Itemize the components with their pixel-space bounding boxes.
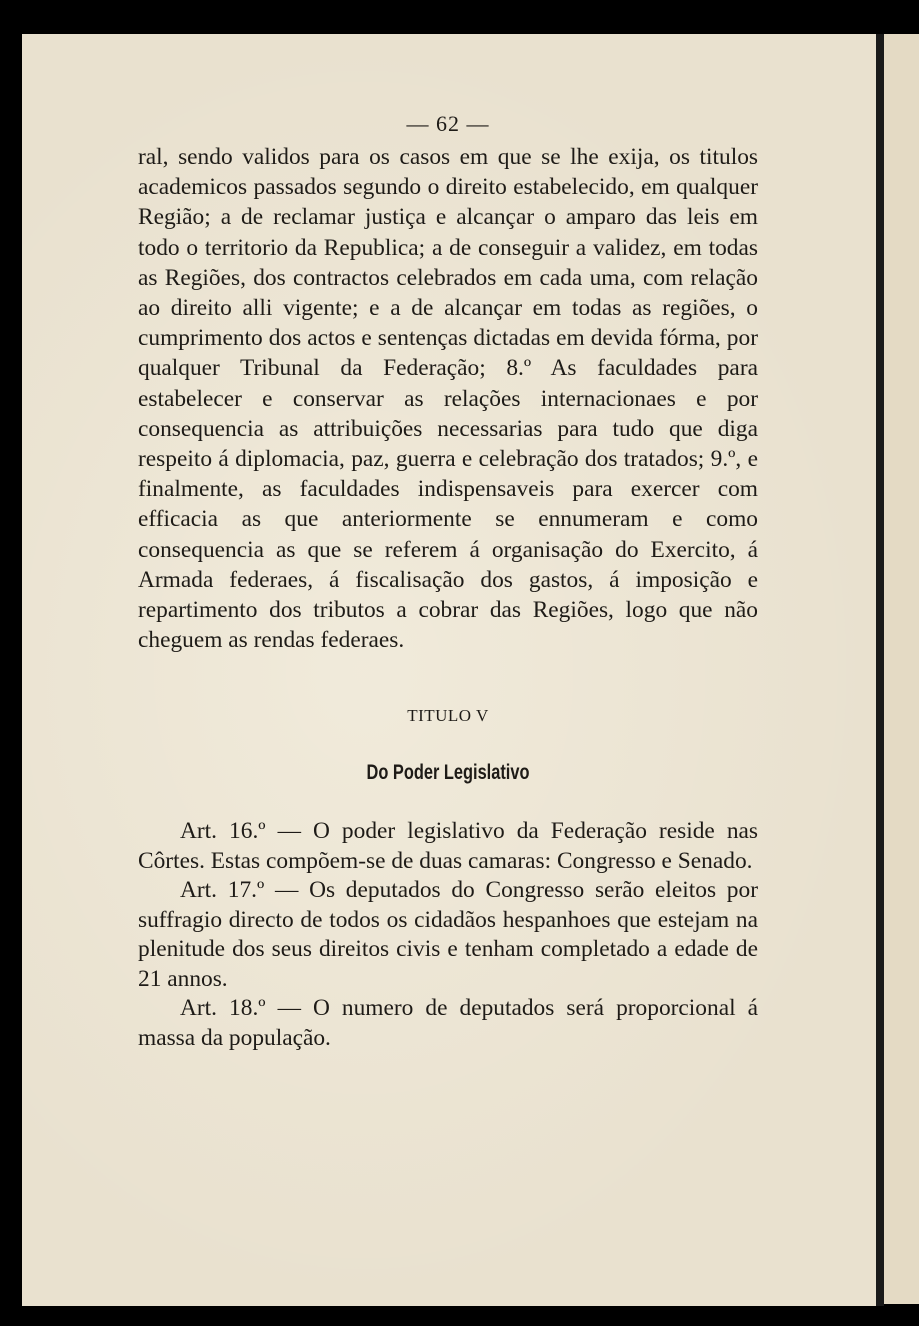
- article-17: Art. 17.º — Os deputados do Congresso serão eleitos por suffragio directo de todos os cidadãos hespanhoes que estejam na plenitude dos seus direitos civis e tenham completado a edade de 21 annos.: [138, 877, 758, 992]
- page-number: — 62 —: [406, 111, 490, 136]
- article-16: Art. 16.º — O poder legislativo da Federação reside nas Côrtes. Estas compõem-se de duas camaras: Congresso e Senado.: [138, 818, 758, 874]
- page-gutter-shadow: [876, 34, 884, 1306]
- section-subtitle: Do Poder Legislativo: [366, 761, 530, 785]
- article-18: Art. 18.º — O numero de deputados será proporcional á massa da população.: [138, 995, 758, 1051]
- page-text-block: [138, 106, 758, 1053]
- next-page-edge: [884, 34, 919, 1304]
- continuation-paragraph: ral, sendo validos para os casos em que se lhe exija, os titulos academicos passados segundo o direito estabelecido, em qualquer Região; a de reclamar justiça e alcançar o amparo das leis em todo o territorio da Republica; a de conseguir a validez, em todas as Regiões, dos contractos celebrados em cada uma, com relação ao direito alli vigente; e a de alcançar em todas as regiões, o cumprimento dos actos e sentenças dictadas em devida fórma, por qualquer Tribunal da Federação; 8.º As faculdades para estabelecer e conservar as relações internacionaes e por consequencia as attribuições necessarias para tudo que diga respeito á diplomacia, paz, guerra e celebração dos tratados; 9.º, e finalmente, as faculdades indispensaveis para exercer com efficacia as que anteriormente se ennumeram e como consequencia as que se referem á organisação do Exercito, á Armada federaes, á fiscalisação dos gastos, á imposição e repartimento dos tributos a cobrar das Regiões, logo que não cheguem as rendas federaes.: [138, 144, 758, 654]
- section-title: TITULO V: [407, 706, 489, 726]
